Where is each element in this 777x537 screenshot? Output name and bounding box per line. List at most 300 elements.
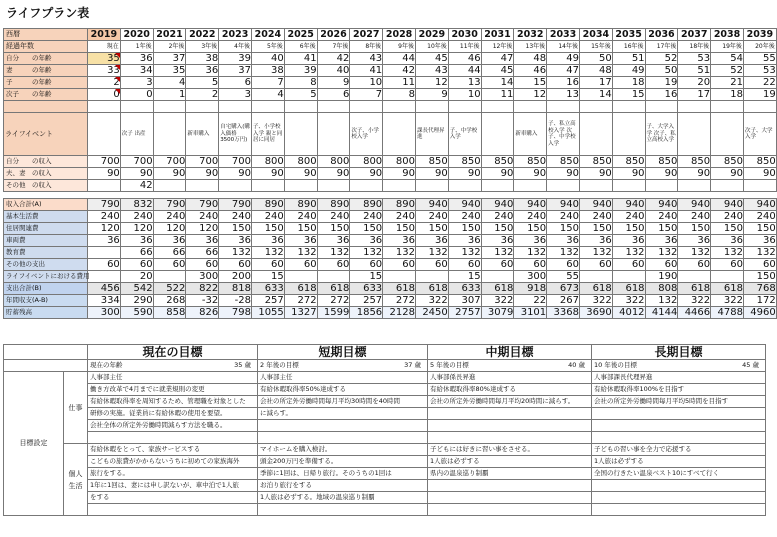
expense-cell: 150 [743, 223, 776, 235]
event-cell: 自宅購入(購入価格3500万円) [219, 113, 252, 156]
age-cell: 33 [88, 65, 121, 77]
event-cell: 次子、小学校入学 [350, 113, 383, 156]
expense-total-cell: 618 [317, 283, 350, 295]
expense-cell: 132 [645, 247, 678, 259]
event-cell: 子、私立高校入学 次子、中学校入学 [547, 113, 580, 156]
elapsed-cell: 7年後 [317, 41, 350, 53]
age-cell: 17 [579, 77, 612, 89]
expense-cell: 60 [415, 259, 448, 271]
elapsed-row [4, 41, 777, 53]
goal-life-cell [592, 492, 766, 504]
income-cell: 800 [317, 156, 350, 168]
event-cell [678, 113, 711, 156]
spacer-cell [350, 101, 383, 113]
age-cell: 39 [219, 53, 252, 65]
spacer-cell [153, 101, 186, 113]
goal-life-cell: 1年に1回は、妻には申し訳ないが、車中泊で1人旅 [88, 480, 258, 492]
expense-label: 車両費 [4, 235, 88, 247]
expense-cell [88, 271, 121, 283]
expense-total-cell: 633 [251, 283, 284, 295]
event-cell [481, 113, 514, 156]
goal-work-cell [592, 408, 766, 420]
income-cell: 90 [743, 168, 776, 180]
goal-life-row [4, 480, 766, 492]
elapsed-cell: 現在 [88, 41, 121, 53]
income-cell [612, 180, 645, 192]
expense-cell: 60 [153, 259, 186, 271]
age-cell: 2 [88, 77, 121, 89]
expense-label: ライフイベントにおける費用 [4, 271, 88, 283]
expense-cell: 132 [317, 247, 350, 259]
savings-cell: 826 [186, 307, 219, 319]
expense-cell: 60 [317, 259, 350, 271]
goal-life-cell: 頭金200万円を準備する。 [258, 456, 428, 468]
expense-cell: 150 [645, 223, 678, 235]
income-cell [743, 180, 776, 192]
elapsed-cell: 19年後 [711, 41, 744, 53]
income-total-cell: 890 [251, 199, 284, 211]
age-label: 子 の年齢 [4, 77, 88, 89]
year-cell: 2025 [284, 29, 317, 41]
expense-cell: 132 [448, 247, 481, 259]
age-cell: 20 [678, 77, 711, 89]
expense-cell: 36 [711, 235, 744, 247]
year-cell: 2020 [120, 29, 153, 41]
goal-sub [258, 360, 428, 372]
income-total-cell: 890 [383, 199, 416, 211]
age-cell: 44 [383, 53, 416, 65]
expense-cell: 36 [415, 235, 448, 247]
event-cell [88, 113, 121, 156]
income-label: その他 の収入 [4, 180, 88, 192]
elapsed-cell: 10年後 [415, 41, 448, 53]
goal-work-cell [258, 432, 428, 444]
expense-cell: 240 [448, 211, 481, 223]
spacer-cell [514, 101, 547, 113]
income-cell: 850 [547, 156, 580, 168]
expense-total-cell: 456 [88, 283, 121, 295]
income-cell: 90 [186, 168, 219, 180]
balance-cell: 257 [251, 295, 284, 307]
event-cell: 次子、大学入学 [743, 113, 776, 156]
year-row [4, 29, 777, 41]
expense-cell: 36 [579, 235, 612, 247]
age-cell: 11 [383, 77, 416, 89]
age-cell: 14 [481, 77, 514, 89]
spacer-cell [317, 101, 350, 113]
elapsed-label: 経過年数 [4, 41, 88, 53]
income-total-cell: 940 [711, 199, 744, 211]
age-cell: 7 [251, 77, 284, 89]
savings-label: 貯蓄残高 [4, 307, 88, 319]
expense-cell: 60 [350, 259, 383, 271]
expense-row [4, 211, 777, 223]
event-cell [284, 113, 317, 156]
age-row [4, 89, 777, 101]
spacer-cell [678, 101, 711, 113]
goal-work-row [4, 420, 766, 432]
expense-cell: 36 [153, 235, 186, 247]
age-cell: 40 [317, 65, 350, 77]
expense-cell: 132 [383, 247, 416, 259]
goal-sub [88, 360, 258, 372]
income-total-cell: 940 [547, 199, 580, 211]
elapsed-cell: 8年後 [350, 41, 383, 53]
expense-total-label: 支出合計(B) [4, 283, 88, 295]
age-cell: 35 [88, 53, 121, 65]
expense-row [4, 271, 777, 283]
spacer-cell [120, 101, 153, 113]
expense-cell: 240 [547, 211, 580, 223]
expense-cell: 150 [448, 223, 481, 235]
expense-total-cell: 918 [514, 283, 547, 295]
age-cell: 51 [678, 65, 711, 77]
year-cell: 2037 [678, 29, 711, 41]
savings-cell: 4144 [645, 307, 678, 319]
expense-cell [153, 271, 186, 283]
goal-life-cell [258, 504, 428, 516]
goal-life-cell: 季節に1回は、日帰り旅行。そのうちの1回は [258, 468, 428, 480]
expense-total-cell: 818 [219, 283, 252, 295]
age-cell: 21 [711, 77, 744, 89]
age-cell: 6 [317, 89, 350, 101]
expense-cell: 150 [743, 271, 776, 283]
goal-work-cell: 有給休暇取得率100%を目指す [592, 384, 766, 396]
expense-cell: 66 [153, 247, 186, 259]
income-total-cell: 940 [514, 199, 547, 211]
age-cell: 3 [120, 77, 153, 89]
goal-life-cell: マイホームを購入検討。 [258, 444, 428, 456]
elapsed-cell: 3年後 [186, 41, 219, 53]
expense-total-cell: 618 [481, 283, 514, 295]
expense-cell: 150 [514, 223, 547, 235]
income-cell: 90 [448, 168, 481, 180]
income-cell [481, 180, 514, 192]
income-cell: 800 [284, 156, 317, 168]
expense-cell: 132 [350, 247, 383, 259]
goal-header: 短期目標 [258, 345, 428, 360]
year-cell: 2023 [219, 29, 252, 41]
expense-total-cell: 618 [612, 283, 645, 295]
expense-cell: 120 [186, 223, 219, 235]
income-total-cell: 890 [317, 199, 350, 211]
event-cell: 新車購入 [514, 113, 547, 156]
event-cell: 新車購入 [186, 113, 219, 156]
goal-work-row [4, 408, 766, 420]
spacer-cell [284, 101, 317, 113]
expense-cell [415, 271, 448, 283]
expense-cell: 36 [186, 235, 219, 247]
expense-cell: 60 [88, 259, 121, 271]
age-cell: 37 [153, 53, 186, 65]
income-cell: 850 [514, 156, 547, 168]
expense-cell: 150 [317, 223, 350, 235]
year-cell: 2030 [448, 29, 481, 41]
spacer-cell [711, 101, 744, 113]
age-cell: 50 [645, 65, 678, 77]
elapsed-cell: 6年後 [284, 41, 317, 53]
expense-cell: 132 [579, 247, 612, 259]
balance-cell: 322 [579, 295, 612, 307]
age-cell: 10 [448, 89, 481, 101]
goal-work-row [4, 372, 766, 384]
expense-cell: 132 [743, 247, 776, 259]
age-cell: 46 [448, 53, 481, 65]
expense-cell: 150 [383, 223, 416, 235]
age-cell: 53 [678, 53, 711, 65]
age-cell: 36 [120, 53, 153, 65]
expense-cell: 240 [153, 211, 186, 223]
expense-cell: 55 [547, 271, 580, 283]
year-cell: 2028 [383, 29, 416, 41]
savings-cell: 2757 [448, 307, 481, 319]
goal-life-cell: こどもの旅費がかからないうちに初めての家族海外 [88, 456, 258, 468]
goal-header-row [4, 345, 766, 360]
goal-life-cell: 1人旅は必ずする [428, 456, 592, 468]
gap-row [4, 192, 777, 199]
goal-life-cell: 1人旅は必ずする。地域の温泉巡り制覇 [258, 492, 428, 504]
expense-cell: 36 [612, 235, 645, 247]
expense-cell [481, 271, 514, 283]
expense-cell: 36 [350, 235, 383, 247]
expense-label: 住居関連費 [4, 223, 88, 235]
age-cell: 12 [415, 77, 448, 89]
expense-cell: 20 [120, 271, 153, 283]
income-cell: 800 [251, 156, 284, 168]
age-cell: 4 [153, 77, 186, 89]
expense-row [4, 247, 777, 259]
goal-header: 中期目標 [428, 345, 592, 360]
expense-cell [383, 271, 416, 283]
income-total-cell: 890 [284, 199, 317, 211]
expense-cell: 60 [612, 259, 645, 271]
balance-cell: 307 [448, 295, 481, 307]
elapsed-cell: 14年後 [547, 41, 580, 53]
goal-life-cell [592, 504, 766, 516]
age-cell: 11 [481, 89, 514, 101]
income-total-cell: 890 [350, 199, 383, 211]
savings-cell: 4960 [743, 307, 776, 319]
balance-cell: 172 [743, 295, 776, 307]
expense-cell: 60 [579, 259, 612, 271]
income-cell [678, 180, 711, 192]
goal-work-row [4, 432, 766, 444]
age-cell: 3 [219, 89, 252, 101]
expense-cell [711, 271, 744, 283]
expense-cell: 132 [612, 247, 645, 259]
age-cell: 7 [350, 89, 383, 101]
expense-row [4, 259, 777, 271]
age-cell: 42 [383, 65, 416, 77]
expense-cell: 240 [350, 211, 383, 223]
savings-cell: 300 [88, 307, 121, 319]
income-label: 自分 の収入 [4, 156, 88, 168]
expense-cell: 150 [678, 223, 711, 235]
goal-life-row [4, 456, 766, 468]
goal-corner [4, 360, 88, 372]
goal-work-cell [592, 420, 766, 432]
goal-work-cell [428, 432, 592, 444]
expense-cell: 120 [120, 223, 153, 235]
expense-cell: 15 [448, 271, 481, 283]
goal-life-row [4, 444, 766, 456]
age-cell: 48 [579, 65, 612, 77]
spacer-cell [251, 101, 284, 113]
balance-cell: 322 [678, 295, 711, 307]
expense-cell: 60 [743, 259, 776, 271]
goal-sub-left: 2 年後の目標 [260, 361, 299, 369]
expense-cell: 300 [186, 271, 219, 283]
expense-cell: 240 [481, 211, 514, 223]
age-cell: 51 [612, 53, 645, 65]
balance-cell: 257 [350, 295, 383, 307]
expense-total-cell: 618 [383, 283, 416, 295]
age-cell: 53 [743, 65, 776, 77]
event-cell [383, 113, 416, 156]
spacer-row [4, 101, 777, 113]
event-row [4, 113, 777, 156]
age-label: 自分 の年齢 [4, 53, 88, 65]
age-cell: 17 [678, 89, 711, 101]
goal-life-row [4, 504, 766, 516]
balance-label: 年間収支(A-B) [4, 295, 88, 307]
age-row [4, 77, 777, 89]
income-cell: 90 [514, 168, 547, 180]
event-cell: 子、中学校入学 [448, 113, 481, 156]
year-cell: 2021 [153, 29, 186, 41]
income-cell: 850 [711, 156, 744, 168]
elapsed-cell: 2年後 [153, 41, 186, 53]
elapsed-cell: 5年後 [251, 41, 284, 53]
year-label: 西暦 [4, 29, 88, 41]
expense-cell: 120 [153, 223, 186, 235]
balance-cell: 272 [383, 295, 416, 307]
expense-cell: 132 [251, 247, 284, 259]
income-total-cell: 790 [219, 199, 252, 211]
goal-sub [428, 360, 592, 372]
expense-cell: 36 [481, 235, 514, 247]
income-cell: 90 [88, 168, 121, 180]
goal-life-label: 個人生活 [64, 444, 88, 516]
income-cell [317, 180, 350, 192]
age-cell: 14 [579, 89, 612, 101]
savings-cell: 3690 [579, 307, 612, 319]
year-cell: 2019 [88, 29, 121, 41]
income-cell: 850 [612, 156, 645, 168]
year-cell: 2026 [317, 29, 350, 41]
balance-cell: 322 [612, 295, 645, 307]
expense-label: その他の支出 [4, 259, 88, 271]
expense-total-cell: 522 [153, 283, 186, 295]
savings-cell: 1599 [317, 307, 350, 319]
expense-cell: 15 [350, 271, 383, 283]
balance-cell: 272 [284, 295, 317, 307]
expense-cell: 36 [448, 235, 481, 247]
expense-cell: 150 [612, 223, 645, 235]
expense-label: 教育費 [4, 247, 88, 259]
age-cell: 48 [514, 53, 547, 65]
balance-cell: 132 [645, 295, 678, 307]
age-cell: 16 [547, 77, 580, 89]
expense-cell: 60 [711, 259, 744, 271]
income-cell [383, 180, 416, 192]
expense-cell: 36 [514, 235, 547, 247]
age-cell: 18 [711, 89, 744, 101]
expense-cell: 240 [711, 211, 744, 223]
expense-total-cell: 808 [645, 283, 678, 295]
income-cell: 42 [120, 180, 153, 192]
age-cell: 15 [612, 89, 645, 101]
elapsed-cell: 15年後 [579, 41, 612, 53]
age-cell: 13 [547, 89, 580, 101]
goal-header: 長期目標 [592, 345, 766, 360]
income-cell [88, 180, 121, 192]
income-cell: 850 [579, 156, 612, 168]
age-cell: 39 [284, 65, 317, 77]
expense-row [4, 235, 777, 247]
income-total-cell: 940 [415, 199, 448, 211]
income-total-cell: 940 [645, 199, 678, 211]
balance-cell: 22 [514, 295, 547, 307]
savings-cell: 2128 [383, 307, 416, 319]
spacer-cell [579, 101, 612, 113]
goal-work-cell: 人事部係長昇進 [428, 372, 592, 384]
expense-cell [88, 247, 121, 259]
expense-cell: 132 [711, 247, 744, 259]
goal-life-cell: 1人旅は必ずする [592, 456, 766, 468]
goal-life-cell: 全国の行きたい温泉ベスト10にすべて行く [592, 468, 766, 480]
goal-sub-row [4, 360, 766, 372]
age-cell: 15 [514, 77, 547, 89]
year-cell: 2036 [645, 29, 678, 41]
expense-cell: 190 [645, 271, 678, 283]
income-cell: 850 [448, 156, 481, 168]
savings-cell: 1327 [284, 307, 317, 319]
goal-work-cell: 会社の所定外労働時間毎月平均20時間に減らす。 [428, 396, 592, 408]
income-total-label: 収入合計(A) [4, 199, 88, 211]
expense-cell: 36 [383, 235, 416, 247]
expense-cell: 150 [219, 223, 252, 235]
expense-cell: 36 [284, 235, 317, 247]
expense-cell: 60 [547, 259, 580, 271]
income-cell: 90 [579, 168, 612, 180]
expense-cell: 132 [514, 247, 547, 259]
expense-cell: 300 [514, 271, 547, 283]
age-cell: 41 [284, 53, 317, 65]
age-cell: 19 [645, 77, 678, 89]
balance-cell: 267 [547, 295, 580, 307]
year-cell: 2039 [743, 29, 776, 41]
event-cell: 次子 出産 [120, 113, 153, 156]
age-row [4, 53, 777, 65]
income-cell: 90 [350, 168, 383, 180]
balance-cell: 322 [481, 295, 514, 307]
expense-cell: 240 [514, 211, 547, 223]
age-cell: 49 [547, 53, 580, 65]
spacer-cell [448, 101, 481, 113]
expense-cell: 240 [186, 211, 219, 223]
goal-work-cell: 有給休暇取得率50%達成する [258, 384, 428, 396]
expense-cell: 240 [383, 211, 416, 223]
goal-sub [592, 360, 766, 372]
age-cell: 42 [317, 53, 350, 65]
income-cell: 90 [612, 168, 645, 180]
savings-cell: 858 [153, 307, 186, 319]
expense-total-cell: 768 [743, 283, 776, 295]
expense-cell: 60 [186, 259, 219, 271]
elapsed-cell: 20年後 [743, 41, 776, 53]
income-total-cell: 940 [743, 199, 776, 211]
